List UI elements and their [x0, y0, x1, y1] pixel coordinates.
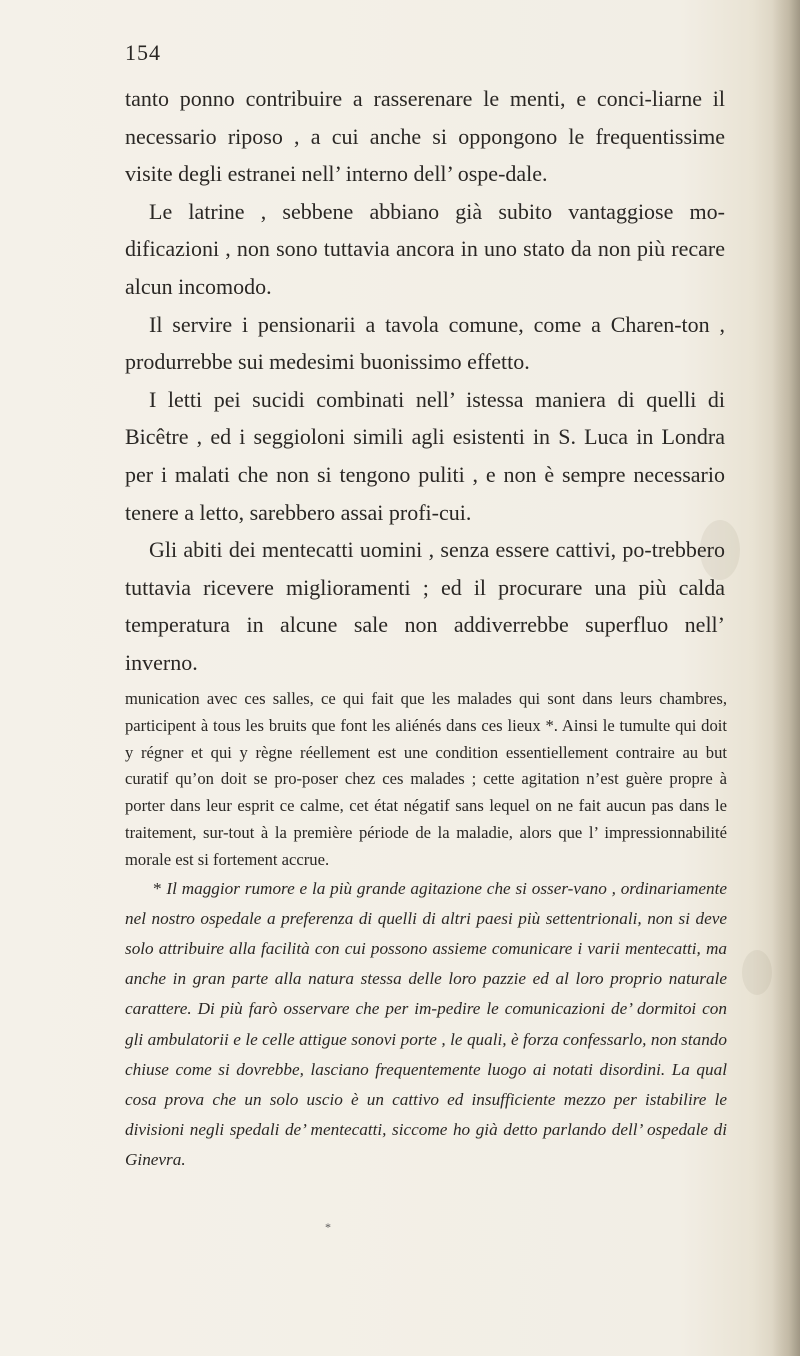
- paragraph-tavola-comune: Il servire i pensionarii a tavola comune, come a Charen-ton , produrrebbe sui medesimi buonissimo effetto.: [125, 311, 725, 375]
- paragraph-abiti: Gli abiti dei mentecatti uomini , senza essere cattivi, po-trebbero tuttavia ricevere miglioramenti ; ed il procurare una più calda temperatura in alcune sale non addiverrebbe superfluo nell’ inverno.: [125, 537, 725, 675]
- note-block: [125, 686, 727, 1176]
- french-quotation: munication avec ces salles, ce qui fait que les malades qui sont dans leurs chambres, participent à tous les bruits que font les aliénés dans ces lieux *. Ainsi le tumulte qui doit y régner et qui y règne réellement est une condition essentiellement contraire au but curatif qu’on doit se pro-poser chez ces malades ; cette agitation n’est guère propre à porter dans leur esprit ce calme, cet état négatif sans lequel on ne fait aucun pas dans le traitement, sur-tout à la première période de la maladie, alors que l’ impressionnabilité morale est si fortement accrue.: [125, 689, 727, 869]
- paragraph-letti: I letti pei sucidi combinati nell’ istessa maniera di quelli di Bicêtre , ed i seggioloni simili agli esistenti in S. Luca in Londra per i malati che non si tengono puliti , e non è sempre necessario tenere a letto, sarebbero assai profi-cui.: [125, 386, 725, 525]
- stray-print-mark: *: [325, 1220, 331, 1234]
- page-number: 154: [125, 40, 161, 65]
- footnote: [125, 874, 727, 1176]
- paragraph-latrine: Le latrine , sebbene abbiano già subito vantaggiose mo-dificazioni , non sono tuttavia ancora in uno stato da non più recare alcun incomodo.: [125, 198, 725, 299]
- paper-stain: [742, 950, 772, 995]
- page-edge-shadow: [772, 0, 800, 1356]
- footnote-mark: *: [153, 878, 162, 898]
- paragraph-continuation: tanto ponno contribuire a rasserenare le menti, e conci-liarne il necessario riposo , a cui anche si oppongono le frequentissime visite degli estranei nell’ interno dell’ ospe-dale.: [125, 86, 725, 187]
- footnote-text: Il maggior rumore e la più grande agitazione che si osser-vano , ordinariamente nel nostro ospedale a preferenza di quelli di altri paesi più settentrionali, non si deve solo attribuire alla facilità con cui possono assieme comunicare i varii mentecatti, ma anche in gran parte alla natura stessa delle loro pazzie ed al loro proprio naturale carattere. Di più farò osservare che per im-pedire le comunicazioni de’ dormitoi con gli ambulatorii e le celle attigue sonovi porte , le quali, è forza confessarlo, non stando chiuse come si dovrebbe, lasciano frequentemente luogo ai notati disordini. La qual cosa prova che un solo uscio è un cattivo ed insufficiente mezzo per istabilire le divisioni negli spedali de’ mentecatti, siccome ho già detto parlando dell’ ospedale di Ginevra.: [125, 878, 728, 1170]
- main-text-body: [125, 80, 725, 682]
